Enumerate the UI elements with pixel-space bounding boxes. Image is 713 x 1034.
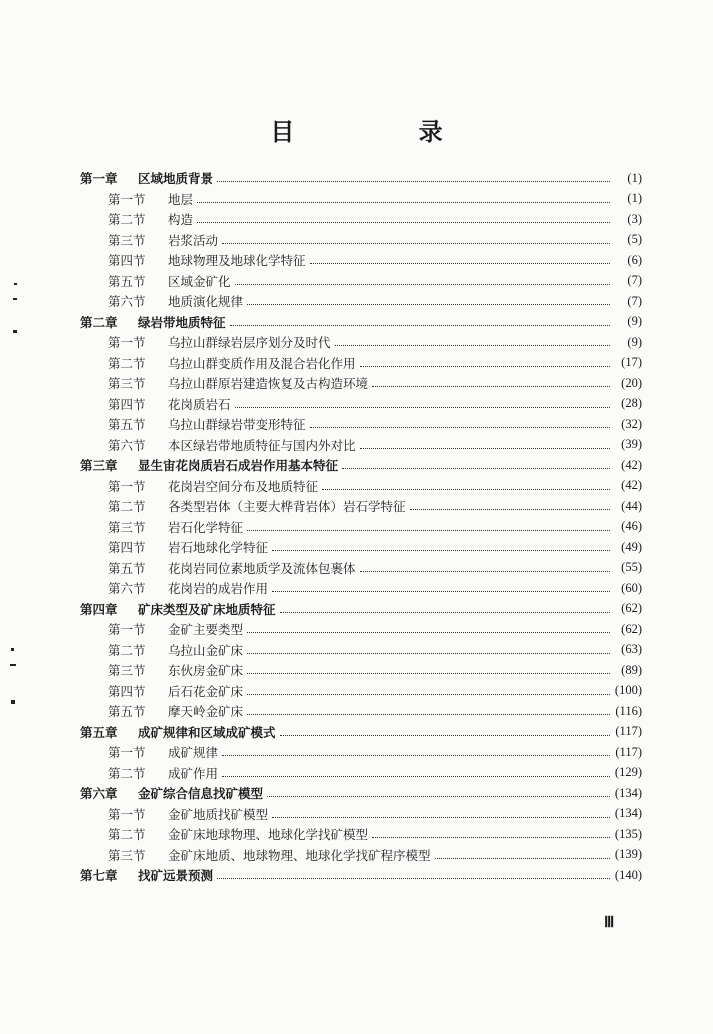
toc-page-number: (42) [621,478,642,493]
toc-entry-title: 矿床类型及矿床地质特征 [138,601,276,617]
toc-page-number: (32) [621,416,642,431]
dot-leader [222,754,610,756]
toc-entry-title: 乌拉山群原岩建造恢复及古构造环境 [168,376,369,392]
toc-label: 第六节 [108,294,146,310]
toc-entry-title: 找矿远景预测 [138,868,214,884]
toc-chapter-row [80,455,642,476]
toc-page-number: (139) [614,847,642,862]
toc-label: 第四章 [80,601,118,617]
dot-leader [310,262,610,264]
toc-page-number: (135) [614,826,642,841]
dot-leader [372,385,610,387]
toc-label: 第二章 [80,314,118,330]
toc-page-number: (55) [621,560,642,575]
toc-entry-title: 乌拉山群绿岩带变形特征 [168,417,306,433]
toc-page-number: (116) [615,703,642,718]
toc-section-row [80,701,642,722]
toc-entry-title: 金矿地质找矿模型 [168,806,269,822]
toc-entry-title: 金矿主要类型 [168,622,244,638]
dot-leader [247,672,610,674]
page-title: 目 录 [270,118,501,146]
toc-section-row [80,271,642,292]
toc-label: 第一节 [108,478,146,494]
toc-section-row [80,804,642,825]
toc-page-number: (17) [621,355,642,370]
dot-leader [272,816,610,818]
toc-label: 第一节 [108,191,146,207]
toc-entry-title: 区域金矿化 [168,273,231,289]
toc-label: 第三节 [108,663,146,679]
toc-page-number: (3) [627,211,642,226]
dot-leader [197,221,610,223]
toc-page-number: (89) [621,662,642,677]
toc-entry-title: 显生宙花岗质岩石成岩作用基本特征 [138,458,339,474]
table-of-contents [80,168,642,886]
toc-page-number: (42) [621,457,642,472]
dot-leader [410,508,610,510]
toc-section-row [80,660,642,681]
toc-entry-title: 东伙房金矿床 [168,663,244,679]
toc-section-row [80,394,642,415]
scan-speck [13,330,17,333]
dot-leader [217,180,610,182]
scan-speck [11,700,15,704]
dot-leader [342,467,610,469]
toc-page-number: (134) [614,785,642,800]
toc-label: 第三节 [108,232,146,248]
toc-section-row [80,537,642,558]
toc-page-number: (1) [627,191,642,206]
toc-chapter-row [80,783,642,804]
toc-section-row [80,763,642,784]
toc-page-number: (44) [621,498,642,513]
toc-entry-title: 乌拉山群变质作用及混合岩化作用 [168,355,356,371]
dot-leader [222,242,610,244]
dot-leader [272,549,610,551]
toc-section-row [80,250,642,271]
toc-label: 第三节 [108,847,146,863]
toc-section-row [80,414,642,435]
toc-page-number: (39) [621,437,642,452]
toc-page-number: (63) [621,642,642,657]
dot-leader [335,344,610,346]
scan-speck [11,648,14,651]
toc-section-row [80,189,642,210]
toc-label: 第二节 [108,827,146,843]
toc-entry-title: 岩石地球化学特征 [168,540,269,556]
toc-label: 第五节 [108,704,146,720]
toc-chapter-row [80,722,642,743]
dot-leader [360,570,610,572]
scan-speck [13,298,17,300]
dot-leader [217,877,610,879]
toc-entry-title: 成矿作用 [168,765,219,781]
toc-page-number: (117) [615,724,642,739]
toc-page-number: (46) [621,519,642,534]
toc-page-number: (129) [614,765,642,780]
toc-section-row [80,332,642,353]
dot-leader [435,857,610,859]
toc-label: 第一章 [80,171,118,187]
toc-entry-title: 区域地质背景 [138,171,214,187]
toc-section-row [80,291,642,312]
toc-section-row [80,640,642,661]
dot-leader [322,488,610,490]
toc-label: 第五节 [108,273,146,289]
toc-page-number: (7) [627,273,642,288]
toc-chapter-row [80,168,642,189]
toc-label: 第二节 [108,212,146,228]
toc-entry-title: 花岗岩的成岩作用 [168,581,269,597]
toc-label: 第一节 [108,806,146,822]
toc-entry-title: 成矿规律 [168,745,219,761]
toc-page-number: (9) [627,334,642,349]
scan-speck [10,664,16,666]
toc-page-number: (62) [621,621,642,636]
toc-page-number: (5) [627,232,642,247]
toc-section-row [80,517,642,538]
toc-section-row [80,578,642,599]
dot-leader [230,324,610,326]
toc-label: 第四节 [108,683,146,699]
toc-entry-title: 金矿床地质、地球物理、地球化学找矿程序模型 [168,847,431,863]
toc-section-row [80,373,642,394]
toc-label: 第五节 [108,560,146,576]
toc-entry-title: 乌拉山金矿床 [168,642,244,658]
toc-label: 第二节 [108,765,146,781]
dot-leader [247,693,610,695]
toc-page-number: (28) [621,396,642,411]
dot-leader [247,713,610,715]
toc-page-number: (100) [614,683,642,698]
toc-page-number: (20) [621,375,642,390]
toc-page-number: (60) [621,580,642,595]
dot-leader [360,447,610,449]
toc-label: 第七章 [80,868,118,884]
toc-entry-title: 地层 [168,191,194,207]
toc-entry-title: 成矿规律和区域成矿模式 [138,724,276,740]
toc-entry-title: 花岗岩同位素地质学及流体包裹体 [168,560,356,576]
scan-speck [14,283,17,285]
toc-label: 第六节 [108,437,146,453]
toc-page-number: (117) [615,744,642,759]
toc-entry-title: 金矿床地球物理、地球化学找矿模型 [168,827,369,843]
toc-entry-title: 摩天岭金矿床 [168,704,244,720]
toc-section-row [80,353,642,374]
toc-label: 第六节 [108,581,146,597]
toc-entry-title: 岩石化学特征 [168,519,244,535]
toc-label: 第四节 [108,540,146,556]
toc-section-row [80,230,642,251]
toc-section-row [80,435,642,456]
page-number: Ⅲ [604,915,615,931]
dot-leader [310,426,610,428]
toc-section-row [80,619,642,640]
toc-label: 第六章 [80,786,118,802]
toc-entry-title: 地质演化规律 [168,294,244,310]
toc-section-row [80,742,642,763]
toc-label: 第五节 [108,417,146,433]
toc-label: 第四节 [108,396,146,412]
toc-section-row [80,476,642,497]
toc-entry-title: 构造 [168,212,194,228]
toc-label: 第一节 [108,622,146,638]
dot-leader [247,652,610,654]
toc-label: 第二节 [108,355,146,371]
toc-section-row [80,558,642,579]
toc-page-number: (134) [614,806,642,821]
dot-leader [247,303,610,305]
toc-label: 第一节 [108,745,146,761]
toc-chapter-row [80,865,642,886]
toc-entry-title: 地球物理及地球化学特征 [168,253,306,269]
toc-label: 第一节 [108,335,146,351]
toc-chapter-row [80,599,642,620]
toc-entry-title: 后石花金矿床 [168,683,244,699]
toc-entry-title: 本区绿岩带地质特征与国内外对比 [168,437,356,453]
dot-leader [247,631,610,633]
toc-section-row [80,824,642,845]
toc-entry-title: 花岗岩空间分布及地质特征 [168,478,319,494]
toc-label: 第五章 [80,724,118,740]
toc-label: 第二节 [108,642,146,658]
toc-section-row [80,845,642,866]
toc-page-number: (140) [614,867,642,882]
dot-leader [372,836,610,838]
dot-leader [272,590,610,592]
toc-label: 第二节 [108,499,146,515]
dot-leader [197,201,610,203]
toc-entry-title: 乌拉山群绿岩层序划分及时代 [168,335,331,351]
toc-page-number: (49) [621,539,642,554]
dot-leader [267,795,610,797]
toc-section-row [80,681,642,702]
toc-page-number: (62) [621,601,642,616]
dot-leader [235,283,610,285]
toc-page-number: (1) [627,170,642,185]
dot-leader [222,775,610,777]
toc-section-row [80,496,642,517]
dot-leader [280,611,610,613]
toc-entry-title: 绿岩带地质特征 [138,314,226,330]
toc-label: 第三节 [108,519,146,535]
toc-page-number: (6) [627,252,642,267]
toc-entry-title: 各类型岩体（主要大桦背岩体）岩石学特征 [168,499,406,515]
dot-leader [247,529,610,531]
toc-label: 第三节 [108,376,146,392]
dot-leader [280,734,610,736]
toc-entry-title: 岩浆活动 [168,232,219,248]
toc-label: 第四节 [108,253,146,269]
dot-leader [235,406,610,408]
toc-chapter-row [80,312,642,333]
toc-entry-title: 金矿综合信息找矿模型 [138,786,264,802]
toc-page-number: (9) [627,314,642,329]
toc-label: 第三章 [80,458,118,474]
toc-section-row [80,209,642,230]
toc-page-number: (7) [627,293,642,308]
dot-leader [360,365,610,367]
toc-entry-title: 花岗质岩石 [168,396,231,412]
